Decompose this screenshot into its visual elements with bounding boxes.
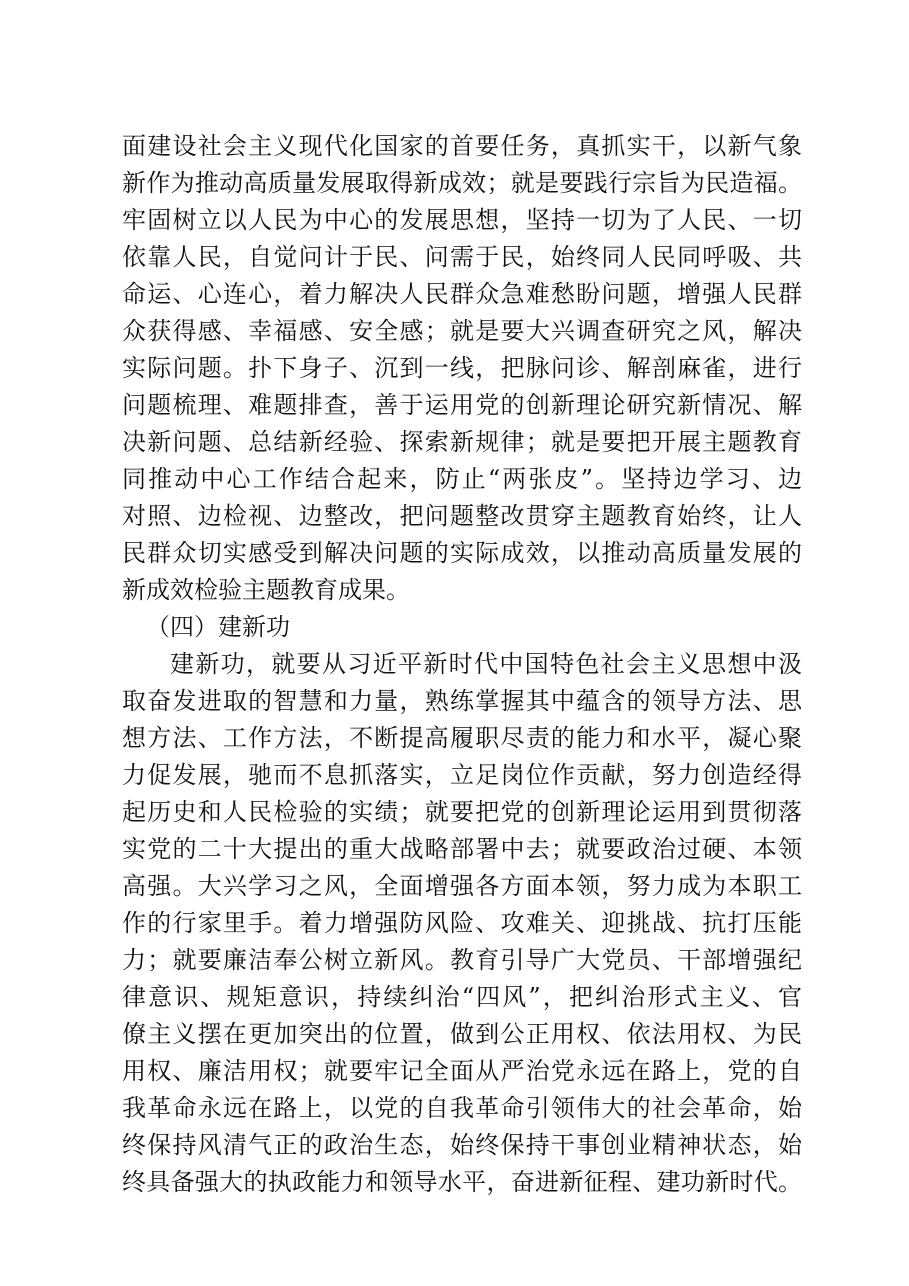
text-line: 僚主义摆在更加突出的位置，做到公正用权、依法用权、为民 xyxy=(122,1020,802,1048)
text-line: 新作为推动高质量发展取得新成效；就是要践行宗旨为民造福。 xyxy=(122,169,802,197)
paragraph-1 xyxy=(122,128,802,609)
text-line: 用权、廉洁用权；就要牢记全面从严治党永远在路上，党的自 xyxy=(122,1057,802,1085)
text-line: 终保持风清气正的政治生态，始终保持干事创业精神状态，始 xyxy=(122,1131,802,1159)
paragraph-2 xyxy=(122,646,802,1201)
text-line: 想方法、工作方法，不断提高履职尽责的能力和水平，凝心聚 xyxy=(122,724,802,752)
text-line: 作的行家里手。着力增强防风险、攻难关、迎挑战、抗打压能 xyxy=(122,909,802,937)
text-line: 依靠人民，自觉问计于民、问需于民，始终同人民同呼吸、共 xyxy=(122,243,802,271)
text-line-last: 新成效检验主题教育成果。 xyxy=(122,576,410,604)
text-line: 力促发展，驰而不息抓落实，立足岗位作贡献，努力创造经得 xyxy=(122,761,802,789)
text-line: 众获得感、幸福感、安全感；就是要大兴调查研究之风，解决 xyxy=(122,317,802,345)
text-line: 对照、边检视、边整改，把问题整改贯穿主题教育始终，让人 xyxy=(122,502,802,530)
text-line: 实际问题。扑下身子、沉到一线，把脉问诊、解剖麻雀，进行 xyxy=(122,354,802,382)
text-line: 问题梳理、难题排查，善于运用党的创新理论研究新情况、解 xyxy=(122,391,802,419)
text-line: 起历史和人民检验的实绩；就要把党的创新理论运用到贯彻落 xyxy=(122,798,802,826)
document-body xyxy=(122,128,802,1201)
text-line: 命运、心连心，着力解决人民群众急难愁盼问题，增强人民群 xyxy=(122,280,802,308)
text-line: 高强。大兴学习之风，全面增强各方面本领，努力成为本职工 xyxy=(122,872,802,900)
text-line-first: 建新功，就要从习近平新时代中国特色社会主义思想中汲 xyxy=(170,650,802,678)
text-line: 面建设社会主义现代化国家的首要任务，真抓实干，以新气象 xyxy=(122,132,802,160)
text-line: 取奋发进取的智慧和力量，熟练掌握其中蕴含的领导方法、思 xyxy=(122,687,802,715)
text-line: 我革命永远在路上，以党的自我革命引领伟大的社会革命，始 xyxy=(122,1094,802,1122)
text-line: 同推动中心工作结合起来，防止“两张皮”。坚持边学习、边 xyxy=(122,465,802,493)
text-line: 律意识、规矩意识，持续纠治“四风”，把纠治形式主义、官 xyxy=(122,983,802,1011)
text-line: 决新问题、总结新经验、探索新规律；就是要把开展主题教育 xyxy=(122,428,802,456)
section-heading: （四）建新功 xyxy=(146,613,290,641)
text-line: 力；就要廉洁奉公树立新风。教育引导广大党员、干部增强纪 xyxy=(122,946,802,974)
text-line: 实党的二十大提出的重大战略部署中去；就要政治过硬、本领 xyxy=(122,835,802,863)
text-line: 民群众切实感受到解决问题的实际成效，以推动高质量发展的 xyxy=(122,539,802,567)
text-line: 牢固树立以人民为中心的发展思想，坚持一切为了人民、一切 xyxy=(122,206,802,234)
text-line: 终具备强大的执政能力和领导水平，奋进新征程、建功新时代。 xyxy=(122,1168,802,1196)
